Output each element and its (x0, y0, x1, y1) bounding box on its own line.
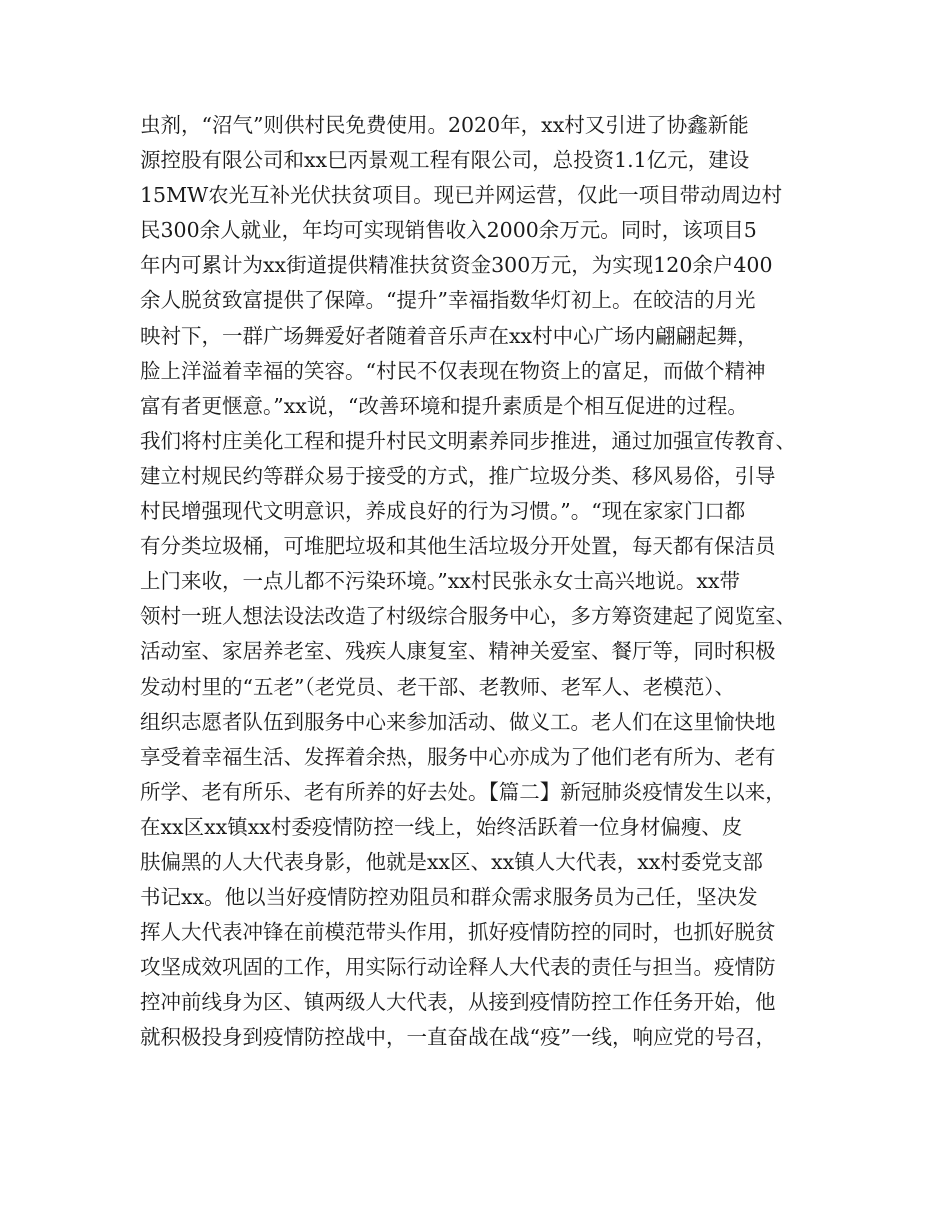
text-line: 15MW农光互补光伏扶贫项目。现已并网运营，仅此一项目带动周边村 (140, 183, 783, 208)
text-line: 控冲前线身为区、镇两级人大代表，从接到疫情防控工作任务开始，他 (140, 990, 776, 1015)
text-line: 领村一班人想法设法改造了村级综合服务中心，多方筹资建起了阅览室、 (140, 604, 796, 629)
text-line: 享受着幸福生活、发挥着余热，服务中心亦成为了他们老有所为、老有 (140, 744, 776, 769)
text-line: 富有者更惬意。”xx说，“改善环境和提升素质是个相互促进的过程。 (140, 393, 748, 418)
text-line: 我们将村庄美化工程和提升村民文明素养同步推进，通过加强宣传教育、 (140, 428, 796, 453)
body-text (140, 108, 840, 1056)
text-line: 源控股有限公司和xx巳丙景观工程有限公司，总投资1.1亿元，建设 (140, 148, 750, 173)
text-line: 建立村规民约等群众易于接受的方式，推广垃圾分类、移风易俗，引导 (140, 463, 776, 488)
text-line: 余人脱贫致富提供了保障。“提升”幸福指数华灯初上。在皎洁的月光 (140, 288, 756, 313)
text-line: 所学、老有所乐、老有所养的好去处。【篇二】新冠肺炎疫情发生以来， (140, 779, 786, 804)
text-line: 脸上洋溢着幸福的笑容。“村民不仅表现在物资上的富足，而做个精神 (140, 358, 766, 383)
text-line: 挥人大代表冲锋在前模范带头作用，抓好疫情防控的同时，也抓好脱贫 (140, 920, 776, 945)
text-line: 肤偏黑的人大代表身影，他就是xx区、xx镇人大代表，xx村委党支部 (140, 849, 763, 874)
text-line: 年内可累计为xx街道提供精准扶贫资金300万元，为实现120余户400 (140, 253, 773, 278)
text-line: 上门来收，一点儿都不污染环境。”xx村民张永女士高兴地说。xx带 (140, 569, 740, 594)
text-line: 民300余人就业，年均可实现销售收入2000余万元。同时，该项目5 (140, 218, 757, 243)
text-line: 攻坚成效巩固的工作，用实际行动诠释人大代表的责任与担当。疫情防 (140, 955, 776, 980)
text-line: 书记xx。他以当好疫情防控劝阻员和群众需求服务员为己任，坚决发 (140, 885, 758, 910)
text-line: 发动村里的“五老”（老党员、老干部、老教师、老军人、老模范）、 (140, 674, 735, 699)
text-line: 在xx区xx镇xx村委疫情防控一线上，始终活跃着一位身材偏瘦、皮 (140, 814, 743, 839)
text-line: 活动室、家居养老室、残疾人康复室、精神关爱室、餐厅等，同时积极 (140, 639, 776, 664)
text-line: 映衬下，一群广场舞爱好者随着音乐声在xx村中心广场内翩翩起舞， (140, 323, 758, 348)
text-line: 村民增强现代文明意识，养成良好的行为习惯。”。“现在家家门口都 (140, 499, 746, 524)
text-line: 组织志愿者队伍到服务中心来参加活动、做义工。老人们在这里愉快地 (140, 709, 776, 734)
text-line: 虫剂，“沼气”则供村民免费使用。2020年，xx村又引进了协鑫新能 (140, 113, 749, 137)
text-line: 就积极投身到疫情防控战中，一直奋战在战“疫”一线，响应党的号召， (140, 1025, 776, 1050)
text-line: 有分类垃圾桶，可堆肥垃圾和其他生活垃圾分开处置，每天都有保洁员 (140, 534, 776, 559)
